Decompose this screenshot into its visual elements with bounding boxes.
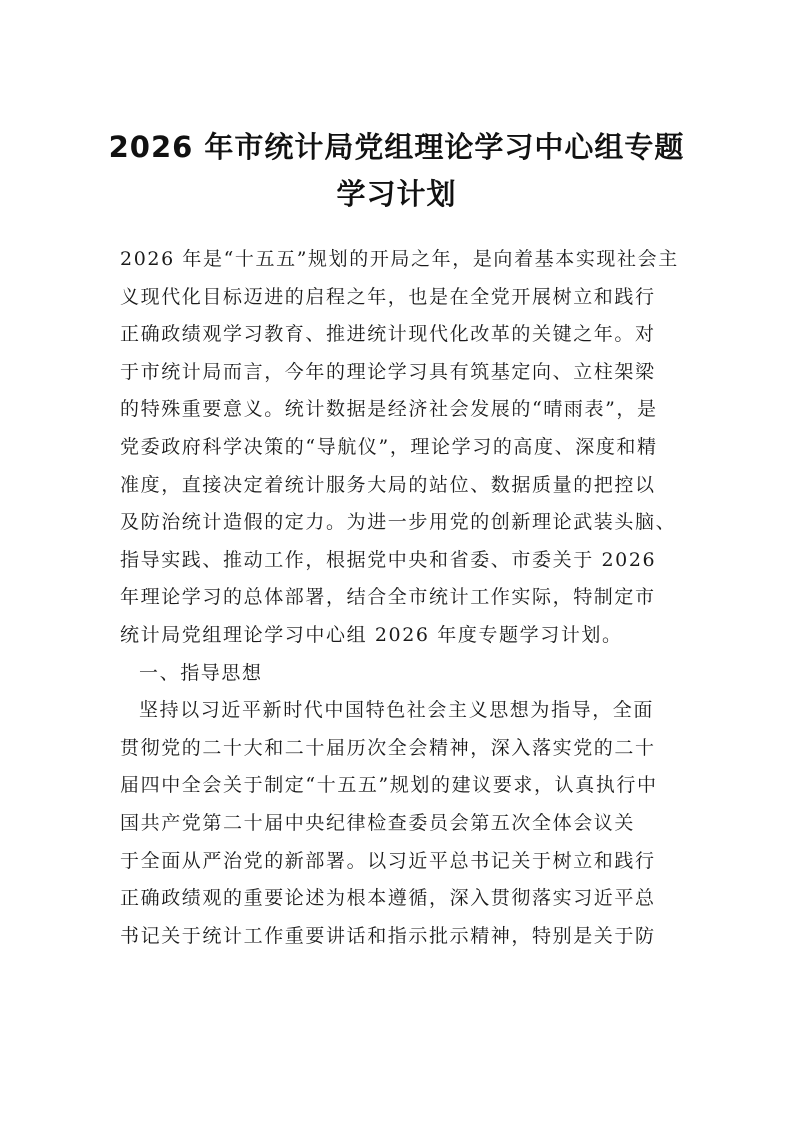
body-line: 2026 年是“十五五”规划的开局之年，是向着基本实现社会主 (120, 248, 679, 270)
body-line: 指导实践、推动工作，根据党中央和省委、市委关于 2026 (120, 548, 657, 571)
body-line: 正确政绩观学习教育、推进统计现代化改革的关键之年。对 (120, 323, 656, 346)
body-line: 贯彻党的二十大和二十届历次全会精神，深入落实党的二十 (120, 736, 656, 759)
body-line: 及防治统计造假的定力。为进一步用党的创新理论武装头脑、 (120, 511, 677, 534)
body-line: 党委政府科学决策的“导航仪”，理论学习的高度、深度和精 (120, 435, 658, 458)
body-line: 义现代化目标迈进的启程之年，也是在全党开展树立和践行 (120, 285, 656, 308)
body-line: 准度，直接决定着统计服务大局的站位、数据质量的把控以 (120, 473, 656, 496)
body-line: 年理论学习的总体部署，结合全市统计工作实际，特制定市 (120, 586, 656, 609)
body-line: 届四中全会关于制定“十五五”规划的建议要求，认真执行中 (120, 774, 658, 797)
body-line: 书记关于统计工作重要讲话和指示批示精神，特别是关于防 (120, 924, 656, 947)
document-title-line-1: 2026 年市统计局党组理论学习中心组专题 (108, 130, 685, 164)
body-line: 的特殊重要意义。统计数据是经济社会发展的“晴雨表”，是 (120, 398, 658, 421)
document-body (120, 241, 680, 955)
document-title-line-2: 学习计划 (336, 177, 457, 211)
body-line: 国共产党第二十届中央纪律检查委员会第五次全体会议关 (120, 811, 636, 834)
body-line: 坚持以习近平新时代中国特色社会主义思想为指导，全面 (139, 699, 655, 722)
section-heading: 一、指导思想 (139, 661, 263, 684)
body-line: 于全面从严治党的新部署。以习近平总书记关于树立和践行 (120, 849, 656, 872)
body-line: 统计局党组理论学习中心组 2026 年度专题学习计划。 (120, 623, 623, 646)
body-line: 正确政绩观的重要论述为根本遵循，深入贯彻落实习近平总 (120, 887, 656, 910)
body-line: 于市统计局而言，今年的理论学习具有筑基定向、立柱架梁 (120, 360, 656, 383)
